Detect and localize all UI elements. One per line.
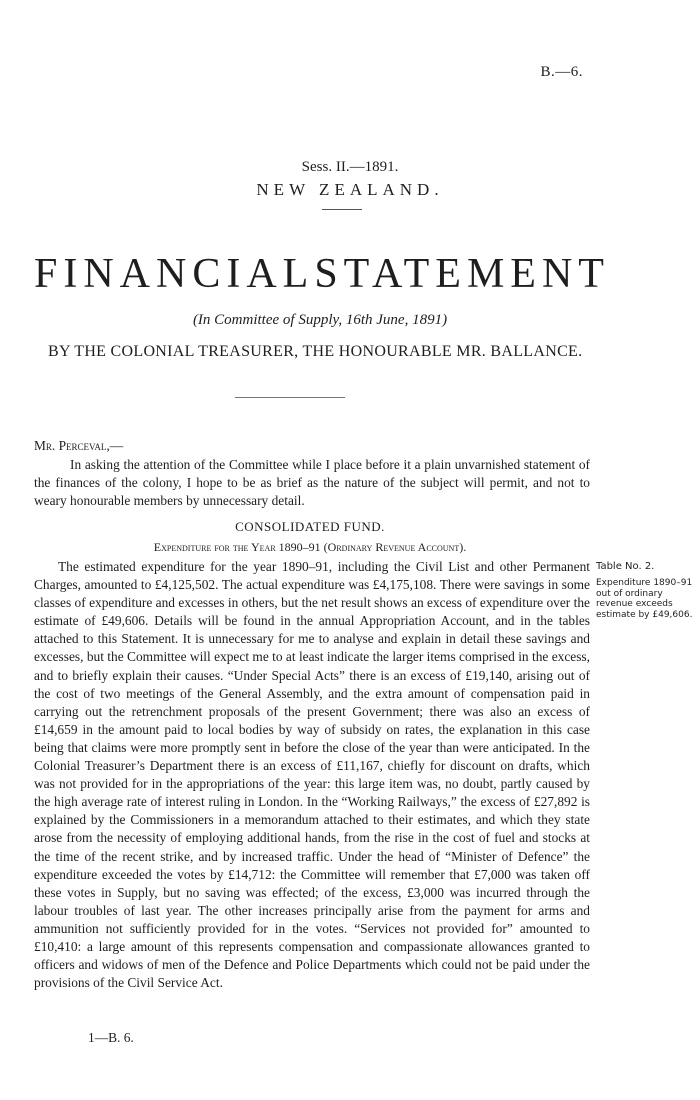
margin-note-table: Table No. 2. xyxy=(596,561,655,572)
title-divider xyxy=(235,397,345,398)
title-word-statement: STATEMENT xyxy=(314,251,610,297)
document-subtitle: (In Committee of Supply, 16th June, 1891) xyxy=(192,312,448,328)
session-line: Sess. II.—1891. xyxy=(301,159,399,175)
subsection-heading: Expenditure for the Year 1890–91 (Ordinary Revenue Account). xyxy=(153,540,467,554)
country-heading: NEW ZEALAND. xyxy=(256,180,444,199)
document-reference: B.—6. xyxy=(540,64,583,80)
document-byline: BY THE COLONIAL TREASURER, THE HONOURABLE MR. BALLANCE. xyxy=(48,343,583,360)
title-word-financial: FINANCIAL xyxy=(34,251,315,297)
margin-note-expenditure: Expenditure 1890–91 out of ordinary revenue exceeds estimate by £49,606. xyxy=(596,578,693,620)
section-heading: CONSOLIDATED FUND. xyxy=(235,519,385,534)
page-signature: 1—B. 6. xyxy=(88,1030,134,1045)
intro-paragraph: In asking the attention of the Committee while I place before it a plain unvarnished statement of the finances of the colony, I hope to be as brief as the nature of the subject will permit, and not to weary honourable members by unnecessary detail. xyxy=(34,457,590,509)
header-divider xyxy=(322,209,362,210)
document-title xyxy=(34,251,610,297)
addressee: Mr. Perceval,— xyxy=(34,438,124,453)
main-paragraph: The estimated expenditure for the year 1890–91, including the Civil List and other Permanent Charges, amounted to £4,125,502. The actual expenditure was £4,175,108. There were savings in some classes of expenditure and excesses in others, but the net result shows an excess of expenditure over the estimate of £49,606. Details will be found in the annual Appropriation Account, and in the tables attached to this Statement. It is unnecessary for me to analyse and explain in detail these savings and excesses, but the Committee will expect me to at least indicate the larger items comprised in the excess, and to briefly explain their causes. “Under Special Acts” there is an excess of £19,140, arising out of the cost of two meetings of the General Assembly, and the extra amount of compensation paid in carrying out the retrenchment proposals of the present Government; there was also an excess of £14,659 in the amount paid to local bodies by way of subsidy on rates, the explanation in this case being that claims were more promptly sent in before the close of the year than were anticipated. In the Colonial Treasurer’s Department there is an excess of £11,167, chiefly for discount on drafts, which was not provided for in the appropriations of the year: this large item was, no doubt, partly caused by the high average rate of interest ruling in London. In the “Working Railways,” the excess of £27,892 is explained by the Commissioners in a memorandum attached to their estimates, and which they state arose from the necessity of employing additional hands, from the rise in the cost of fuel and stocks at the time of the recent strike, and by increased traffic. Under the head of “Minister of Defence” the expenditure exceeded the votes by £14,712: the Committee will remember that £7,000 was taken off these votes in Supply, but no saving was effected; of the excess, £3,000 was incurred through the labour troubles of last year. The other increases principally arise from the payment for arms and ammunition not sufficiently provided for in the votes. “Services not provided for” amounted to £10,410: a large amount of this represents compensation and compassionate allowances granted to officers and widows of men of the Defence and Police Departments which could not be paid under the provisions of the Civil Service Act. xyxy=(34,559,590,991)
